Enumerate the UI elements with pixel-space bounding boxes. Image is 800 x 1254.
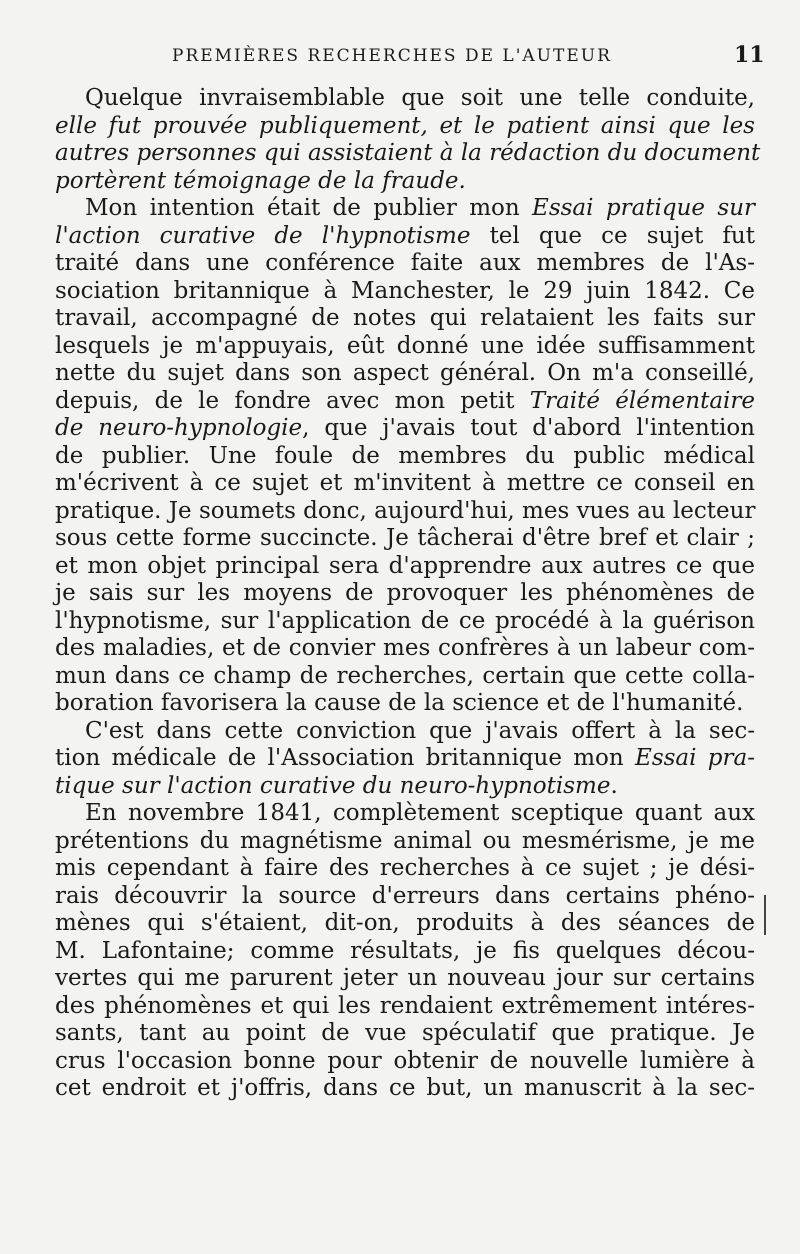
text-segment: des phénomènes et qui les rendaient extrêmement intéres- [55, 992, 755, 1019]
text-line [55, 745, 755, 773]
italic-text: autres personnes qui assistaient à la rédaction du document [55, 140, 761, 166]
text-line [55, 223, 755, 251]
text-segment: Mon intention était de publier mon [85, 195, 533, 221]
text-line [55, 855, 755, 883]
italic-text: de neuro-hypnologie [55, 415, 303, 441]
text-segment: sous cette forme succincte. Je tâcherai d'être bref et clair ; [55, 525, 755, 551]
text-segment: lesquels je m'appuyais, eût donné une idée suffisamment [55, 332, 755, 359]
text-line [55, 718, 755, 746]
text-segment: sociation britannique à Manchester, le 29 juin 1842. Ce [55, 277, 755, 304]
text-segment: mun dans ce champ de recherches, certain que cette colla- [55, 662, 755, 689]
text-segment: sants, tant au point de vue spéculatif que pratique. Je [55, 1020, 755, 1046]
text-segment: , que j'avais tout d'abord l'intention [302, 415, 755, 441]
text-line [55, 525, 755, 553]
text-segment: . [610, 772, 618, 799]
text-line [55, 250, 755, 278]
text-segment: vertes qui me parurent jeter un nouveau jour sur certains [55, 965, 755, 991]
text-segment: m'écrivent à ce sujet et m'invitent à mettre ce conseil en [55, 470, 755, 496]
italic-text: l'action curative de l'hypnotisme [55, 222, 471, 249]
text-line [55, 470, 755, 498]
italic-text: tique sur l'action curative du neuro-hypnotisme [55, 772, 611, 799]
text-segment: des maladies, et de convier mes confrères à un labeur com- [55, 635, 755, 661]
text-line [55, 415, 755, 443]
text-segment: En novembre 1841, complètement sceptique quant aux [85, 800, 755, 826]
margin-mark [764, 895, 766, 935]
text-segment: prétentions du magnétisme animal ou mesmérisme, je me [55, 827, 755, 854]
text-line [55, 333, 755, 361]
text-line [55, 993, 755, 1021]
text-line [55, 443, 755, 471]
text-line [55, 608, 755, 636]
text-line [55, 883, 755, 911]
text-line [55, 580, 755, 608]
text-line [55, 938, 755, 966]
text-line [55, 278, 755, 306]
text-line [55, 113, 755, 141]
italic-text: portèrent témoignage de la fraude. [55, 167, 466, 194]
text-segment: crus l'occasion bonne pour obtenir de nouvelle lumière à [55, 1047, 755, 1074]
text-line [55, 635, 755, 663]
text-line [55, 773, 755, 801]
text-segment: mis cependant à faire des recherches à ce sujet ; je dési- [55, 855, 755, 881]
text-line [55, 140, 761, 168]
running-head: PREMIÈRES RECHERCHES DE L'AUTEUR [172, 46, 612, 66]
text-line [55, 1075, 755, 1103]
text-segment: et mon objet principal sera d'apprendre aux autres ce que [55, 552, 755, 579]
text-segment: cet endroit et j'offris, dans ce but, un manuscrit à la sec- [55, 1075, 755, 1101]
text-line [55, 910, 755, 938]
text-segment: je sais sur les moyens de provoquer les phénomènes de [55, 580, 755, 606]
italic-text: elle fut prouvée publiquement, et le patient ainsi que les [55, 112, 755, 139]
text-line [55, 360, 755, 388]
text-line [55, 168, 755, 196]
page-number: 11 [734, 42, 765, 68]
text-line [55, 195, 755, 223]
text-line [55, 800, 755, 828]
italic-text: Essai pra- [635, 745, 755, 771]
text-segment: Quelque invraisemblable que soit une telle conduite, [85, 85, 755, 111]
text-line [55, 663, 755, 691]
italic-text: Traité élémentaire [529, 387, 755, 414]
text-line [55, 690, 755, 718]
text-line [55, 305, 755, 333]
text-line [55, 828, 755, 856]
italic-text: Essai pratique sur [532, 195, 756, 221]
text-line [55, 553, 755, 581]
text-line [55, 1020, 755, 1048]
text-segment: boration favorisera la cause de la science et de l'humanité. [55, 690, 744, 716]
text-segment: M. Lafontaine; comme résultats, je fis quelques décou- [55, 937, 755, 964]
text-segment: travail, accompagné de notes qui relataient les faits sur [55, 305, 755, 331]
text-line [55, 85, 755, 113]
text-segment: rais découvrir la source d'erreurs dans certains phéno- [55, 882, 755, 909]
text-segment: depuis, de le fondre avec mon petit [55, 387, 530, 414]
text-segment: traité dans une conférence faite aux membres de l'As- [55, 250, 755, 276]
text-segment: l'hypnotisme, sur l'application de ce procédé à la guérison [55, 607, 755, 634]
text-segment: de publier. Une foule de membres du public médical [55, 442, 755, 469]
text-segment: tion médicale de l'Association britannique mon [55, 745, 636, 771]
text-segment: nette du sujet dans son aspect général. On m'a conseillé, [55, 360, 755, 386]
text-segment: pratique. Je soumets donc, aujourd'hui, mes vues au lecteur [55, 497, 756, 524]
text-segment: mènes qui s'étaient, dit-on, produits à des séances de [55, 910, 755, 936]
text-line [55, 388, 755, 416]
text-segment: tel que ce sujet fut [470, 222, 755, 249]
text-line [55, 1048, 755, 1076]
text-line [55, 498, 755, 526]
text-segment: C'est dans cette conviction que j'avais offert à la sec- [85, 717, 755, 744]
body-text [55, 85, 761, 1103]
text-line [55, 965, 755, 993]
